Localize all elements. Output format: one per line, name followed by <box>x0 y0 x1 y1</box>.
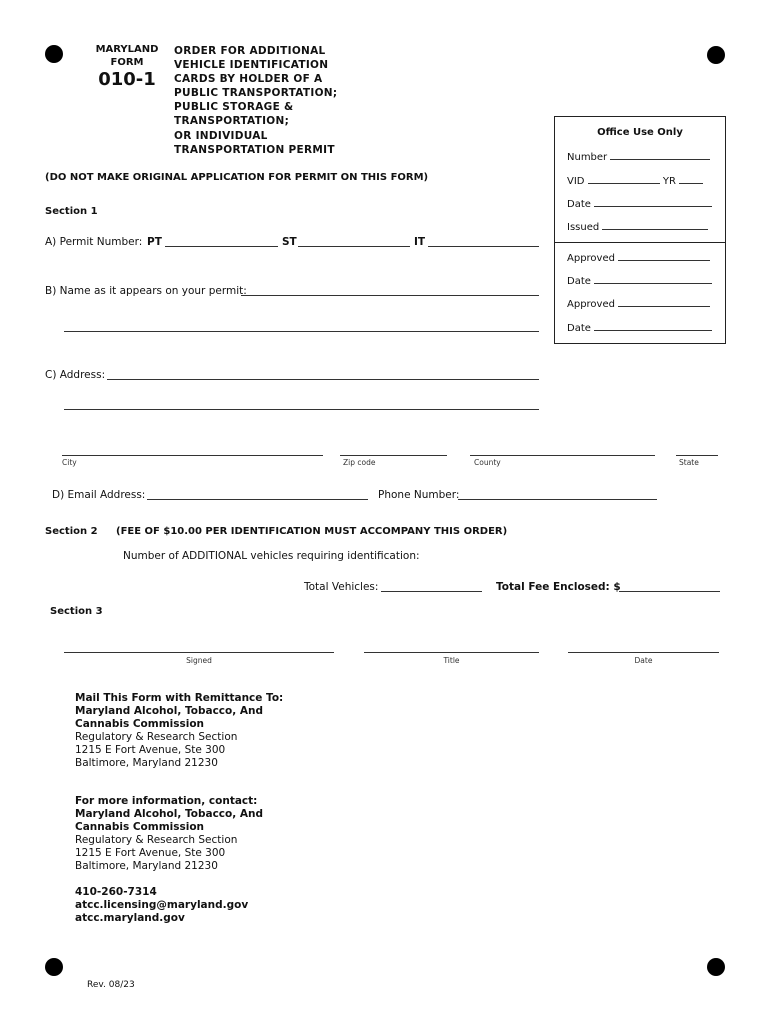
total-fee-field[interactable] <box>619 591 720 592</box>
office-vid-label: VID <box>567 176 585 187</box>
form-state: MARYLAND <box>95 44 159 55</box>
title-line: VEHICLE IDENTIFICATION <box>174 59 329 72</box>
address-field[interactable] <box>107 379 539 380</box>
date-field[interactable] <box>568 652 719 653</box>
office-date-field[interactable] <box>567 274 712 287</box>
total-fee-label: Total Fee Enclosed: $ <box>496 581 621 593</box>
office-approved-field[interactable] <box>567 297 710 310</box>
registration-dot-bottom-right <box>707 958 725 976</box>
contact-address-line: 1215 E Fort Avenue, Ste 300 <box>75 847 226 859</box>
state-field[interactable] <box>676 455 718 456</box>
office-issued-label: Issued <box>567 222 600 233</box>
mail-to-address-line: Baltimore, Maryland 21230 <box>75 757 218 769</box>
pt-label: PT <box>147 236 162 248</box>
contact-block <box>75 795 263 873</box>
email-field[interactable] <box>147 499 368 500</box>
contact-org: Maryland Alcohol, Tobacco, And <box>75 808 263 820</box>
office-approved-field[interactable] <box>567 251 710 264</box>
title-caption: Title <box>443 656 460 665</box>
fee-note: (FEE OF $10.00 PER IDENTIFICATION MUST ACCOMPANY THIS ORDER) <box>116 526 508 537</box>
office-date-field[interactable] <box>567 197 712 210</box>
section-3-heading: Section 3 <box>50 606 103 617</box>
signature-field[interactable] <box>64 652 334 653</box>
form-word: FORM <box>110 57 144 68</box>
it-label: IT <box>414 236 426 248</box>
total-vehicles-field[interactable] <box>381 591 482 592</box>
phone-field[interactable] <box>458 499 657 500</box>
office-date-label: Date <box>567 276 591 287</box>
office-date-label: Date <box>567 323 591 334</box>
zip-caption: Zip code <box>343 458 376 467</box>
section-1-heading: Section 1 <box>45 206 98 217</box>
contact-org: Cannabis Commission <box>75 821 205 833</box>
office-approved-label: Approved <box>567 253 615 264</box>
vehicles-label: Number of ADDITIONAL vehicles requiring identification: <box>123 550 420 562</box>
title-field[interactable] <box>364 652 539 653</box>
address-label: C) Address: <box>45 369 106 381</box>
county-caption: County <box>474 458 501 467</box>
office-date-field[interactable] <box>567 321 712 334</box>
registration-dot-top-left <box>45 45 63 63</box>
contact-address-line: Baltimore, Maryland 21230 <box>75 860 218 872</box>
contact-heading: For more information, contact: <box>75 795 258 807</box>
mail-to-block <box>75 692 283 770</box>
office-vid-field[interactable] <box>567 174 703 187</box>
st-label: ST <box>282 236 297 248</box>
office-divider <box>555 242 725 243</box>
mail-to-address-line: 1215 E Fort Avenue, Ste 300 <box>75 744 226 756</box>
contact-email-link[interactable]: atcc.licensing@maryland.gov <box>75 899 249 911</box>
revision-label: Rev. 08/23 <box>87 980 135 990</box>
mail-to-address-line: Regulatory & Research Section <box>75 731 238 743</box>
office-number-field[interactable] <box>567 150 710 163</box>
office-use-title: Office Use Only <box>597 127 683 138</box>
title-line: TRANSPORTATION PERMIT <box>174 143 335 156</box>
title-line: OR INDIVIDUAL <box>174 129 268 142</box>
registration-dot-top-right <box>707 46 725 64</box>
form-number: 010-1 <box>98 69 156 90</box>
city-caption: City <box>62 458 77 467</box>
email-label: D) Email Address: <box>52 489 146 501</box>
office-date-label: Date <box>567 199 591 210</box>
permit-name-field-2[interactable] <box>64 331 539 332</box>
notice-text: (DO NOT MAKE ORIGINAL APPLICATION FOR PERMIT ON THIS FORM) <box>45 172 429 183</box>
permit-number-label: A) Permit Number: <box>45 236 143 248</box>
date-caption: Date <box>634 656 653 665</box>
office-number-label: Number <box>567 152 608 163</box>
signed-caption: Signed <box>186 656 212 665</box>
city-field[interactable] <box>62 455 323 456</box>
contact-website-link[interactable]: atcc.maryland.gov <box>75 912 185 924</box>
county-field[interactable] <box>470 455 655 456</box>
contact-phone: 410-260-7314 <box>75 886 157 898</box>
permit-name-field[interactable] <box>241 295 539 296</box>
permit-name-label: B) Name as it appears on your permit: <box>45 285 247 297</box>
office-issued-field[interactable] <box>567 220 708 233</box>
st-field[interactable] <box>298 246 410 247</box>
mail-to-heading: Mail This Form with Remittance To: <box>75 692 284 704</box>
title-line: PUBLIC STORAGE & <box>174 101 294 114</box>
pt-field[interactable] <box>165 246 278 247</box>
title-line: PUBLIC TRANSPORTATION; <box>174 87 338 100</box>
registration-dot-bottom-left <box>45 958 63 976</box>
state-caption: State <box>679 458 699 467</box>
section-2-heading: Section 2 <box>45 526 98 537</box>
title-line: CARDS BY HOLDER OF A <box>174 73 323 86</box>
title-line: TRANSPORTATION; <box>174 115 290 128</box>
form-title <box>174 44 337 157</box>
mail-to-org: Cannabis Commission <box>75 718 205 730</box>
it-field[interactable] <box>428 246 539 247</box>
office-use-box <box>554 116 726 344</box>
zip-field[interactable] <box>340 455 447 456</box>
phone-label: Phone Number: <box>378 489 460 501</box>
address-field-2[interactable] <box>64 409 539 410</box>
office-approved-label: Approved <box>567 299 615 310</box>
title-line: ORDER FOR ADDITIONAL <box>174 45 326 57</box>
office-yr-label: YR <box>662 176 676 187</box>
contact-address-line: Regulatory & Research Section <box>75 834 238 846</box>
mail-to-org: Maryland Alcohol, Tobacco, And <box>75 705 263 717</box>
total-vehicles-label: Total Vehicles: <box>304 581 379 593</box>
contact-details <box>75 886 248 925</box>
